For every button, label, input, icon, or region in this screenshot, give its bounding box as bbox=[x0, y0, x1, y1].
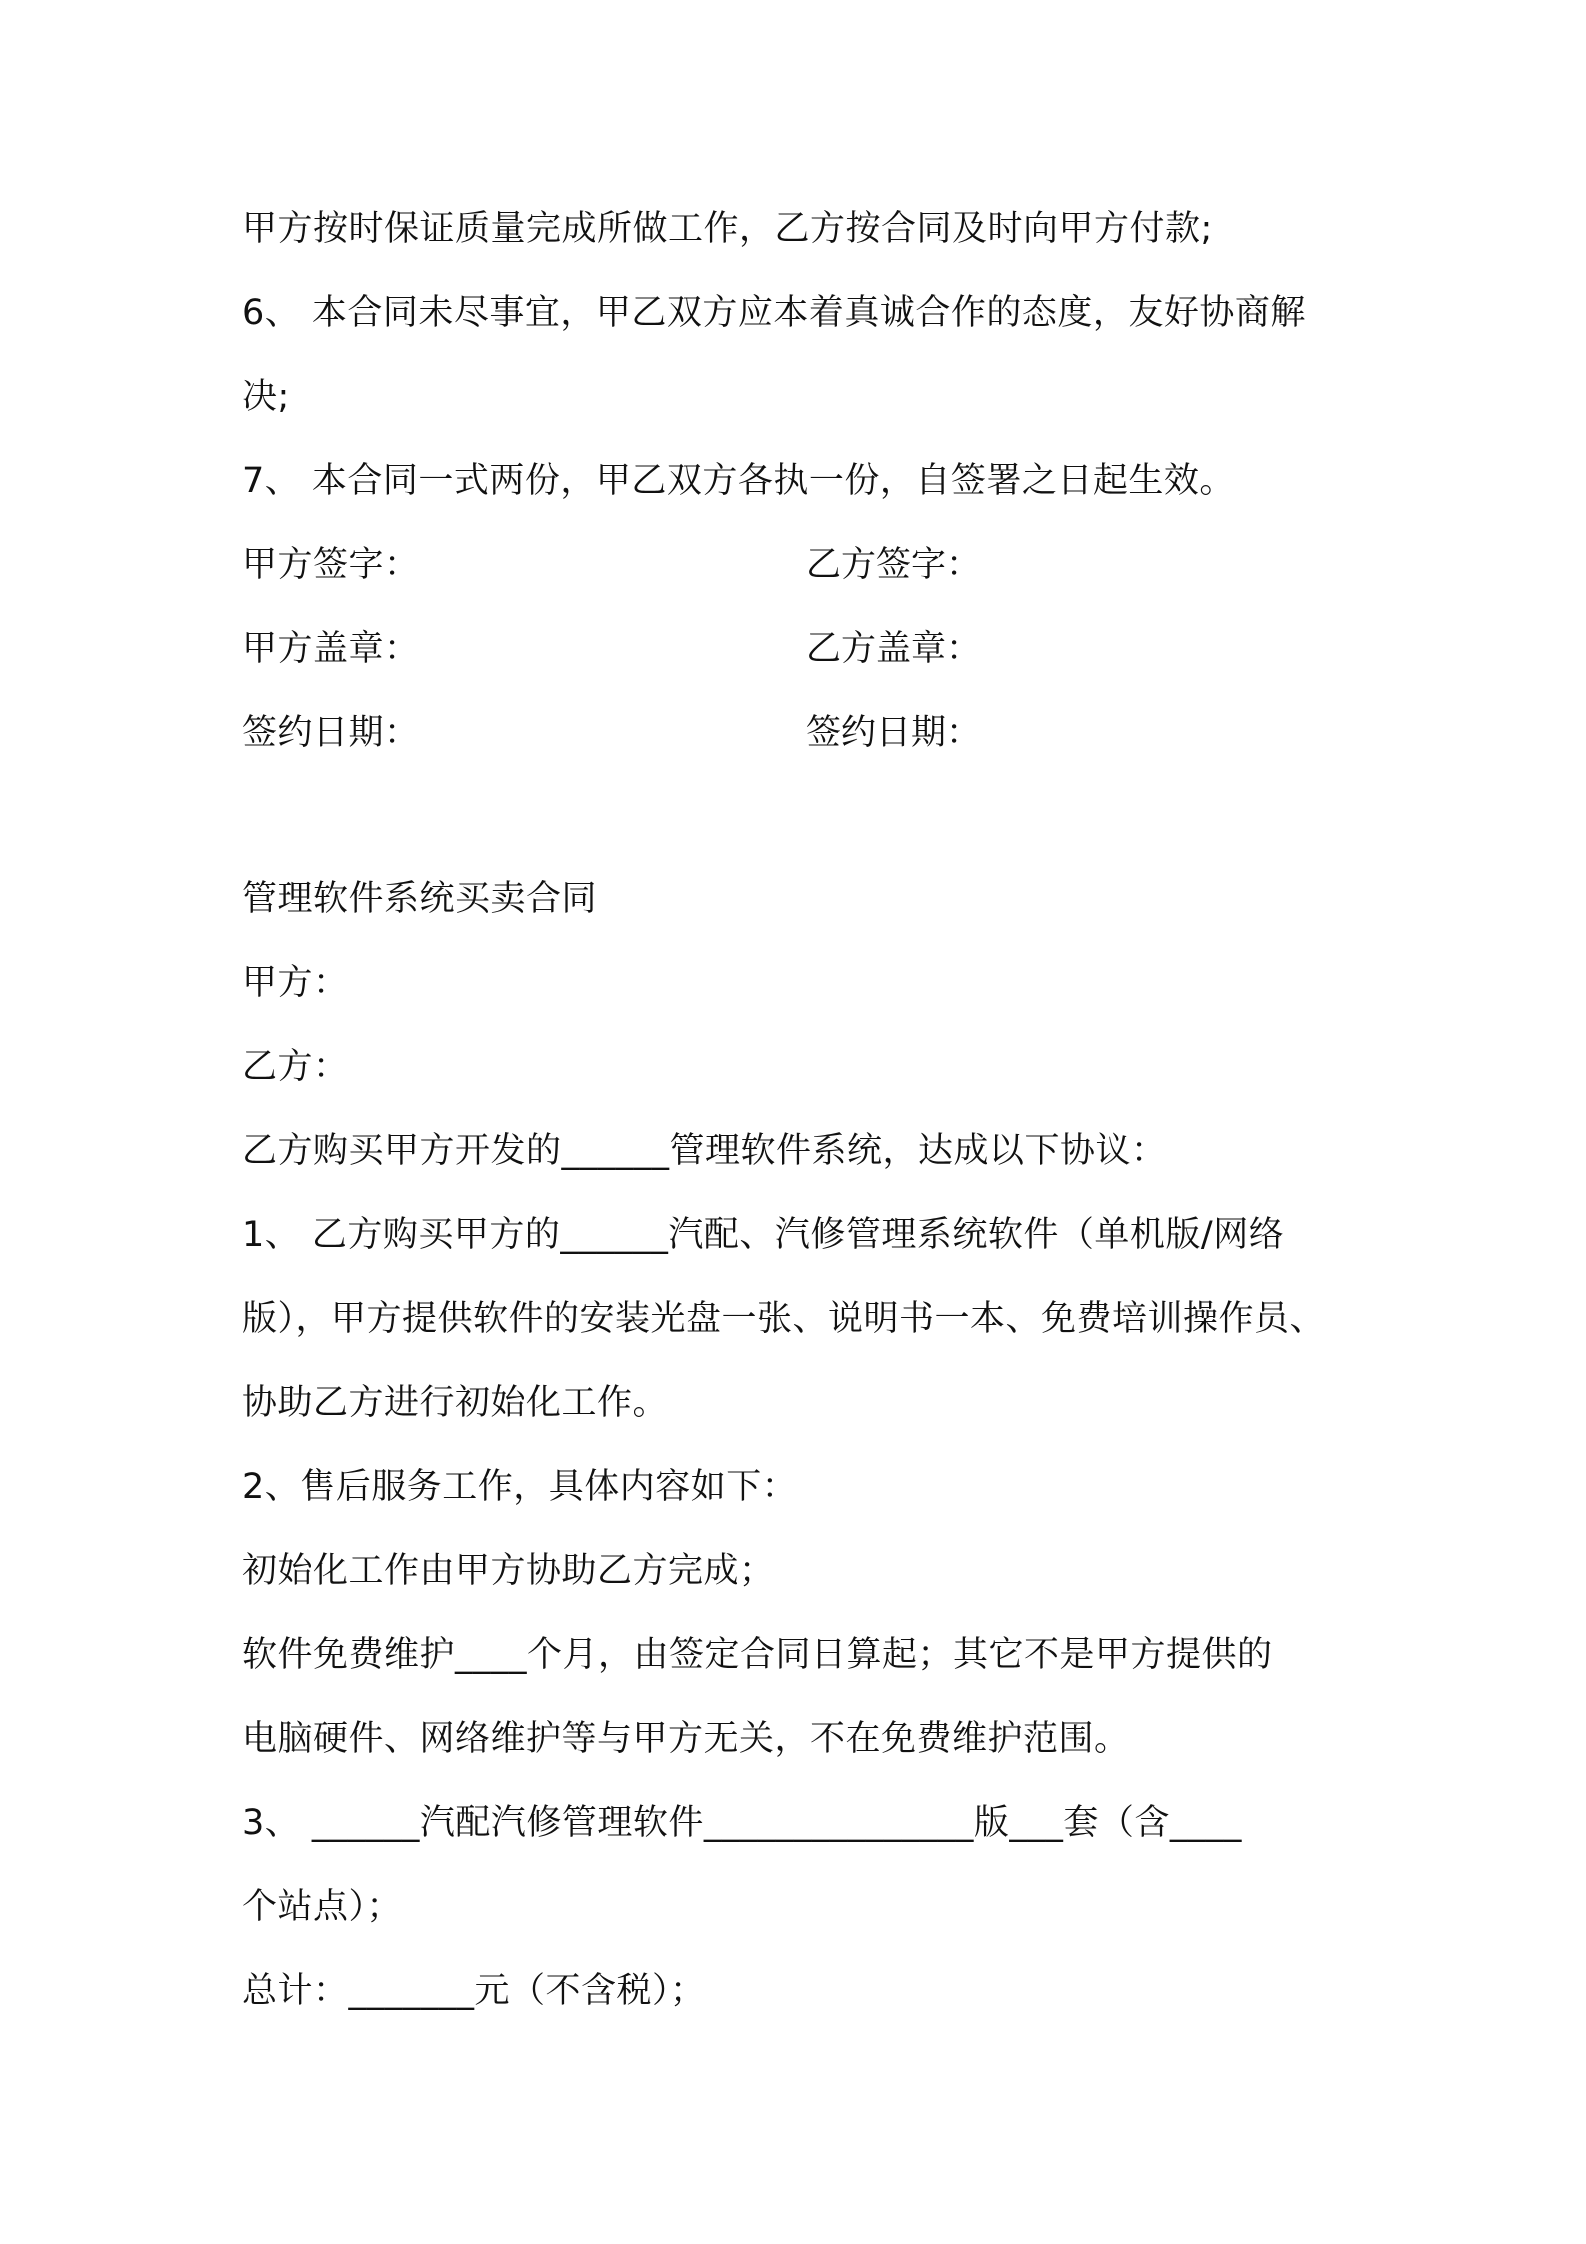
clause-3-line-1: 3、 ______汽配汽修管理软件_______________版___套（含____ bbox=[242, 1803, 1242, 1843]
party-a-seal-label: 甲方盖章： bbox=[242, 629, 420, 669]
clause-1-line-1: 1、 乙方购买甲方的______汽配、汽修管理系统软件（单机版/网络 bbox=[242, 1215, 1285, 1255]
clause-1-line-3: 协助乙方进行初始化工作。 bbox=[242, 1383, 669, 1423]
clause-2-heading: 2、售后服务工作，具体内容如下： bbox=[242, 1467, 798, 1507]
clause-6-line-2: 决; bbox=[242, 377, 290, 417]
payment-obligation-line: 甲方按时保证质量完成所做工作，乙方按合同及时向甲方付款; bbox=[242, 209, 1213, 249]
agreement-intro: 乙方购买甲方开发的______管理软件系统，达成以下协议： bbox=[242, 1131, 1167, 1171]
party-a-signature-label: 甲方签字： bbox=[242, 545, 420, 585]
clause-7: 7、 本合同一式两份，甲乙双方各执一份，自签署之日起生效。 bbox=[242, 461, 1235, 501]
party-b-seal-label: 乙方盖章： bbox=[806, 629, 982, 669]
party-b-label: 乙方： bbox=[242, 1047, 349, 1087]
clause-3-line-2: 个站点）； bbox=[242, 1887, 403, 1927]
clause-2-item-1: 初始化工作由甲方协助乙方完成； bbox=[242, 1551, 775, 1591]
total-price-line: 总计：_______元（不含税）； bbox=[242, 1971, 706, 2011]
clause-1-line-2: 版），甲方提供软件的安装光盘一张、说明书一本、免费培训操作员、 bbox=[242, 1299, 1326, 1339]
party-b-date-label: 签约日期： bbox=[806, 713, 982, 753]
party-a-label: 甲方： bbox=[242, 963, 349, 1003]
party-a-date-label: 签约日期： bbox=[242, 713, 420, 753]
clause-6-line-1: 6、 本合同未尽事宜，甲乙双方应本着真诚合作的态度，友好协商解 bbox=[242, 293, 1306, 333]
contract-title: 管理软件系统买卖合同 bbox=[242, 879, 598, 919]
clause-2-item-2-line-2: 电脑硬件、网络维护等与甲方无关，不在免费维护范围。 bbox=[242, 1719, 1130, 1759]
party-b-signature-label: 乙方签字： bbox=[806, 545, 982, 585]
clause-2-item-2-line-1: 软件免费维护____个月，由签定合同日算起；其它不是甲方提供的 bbox=[242, 1635, 1273, 1675]
